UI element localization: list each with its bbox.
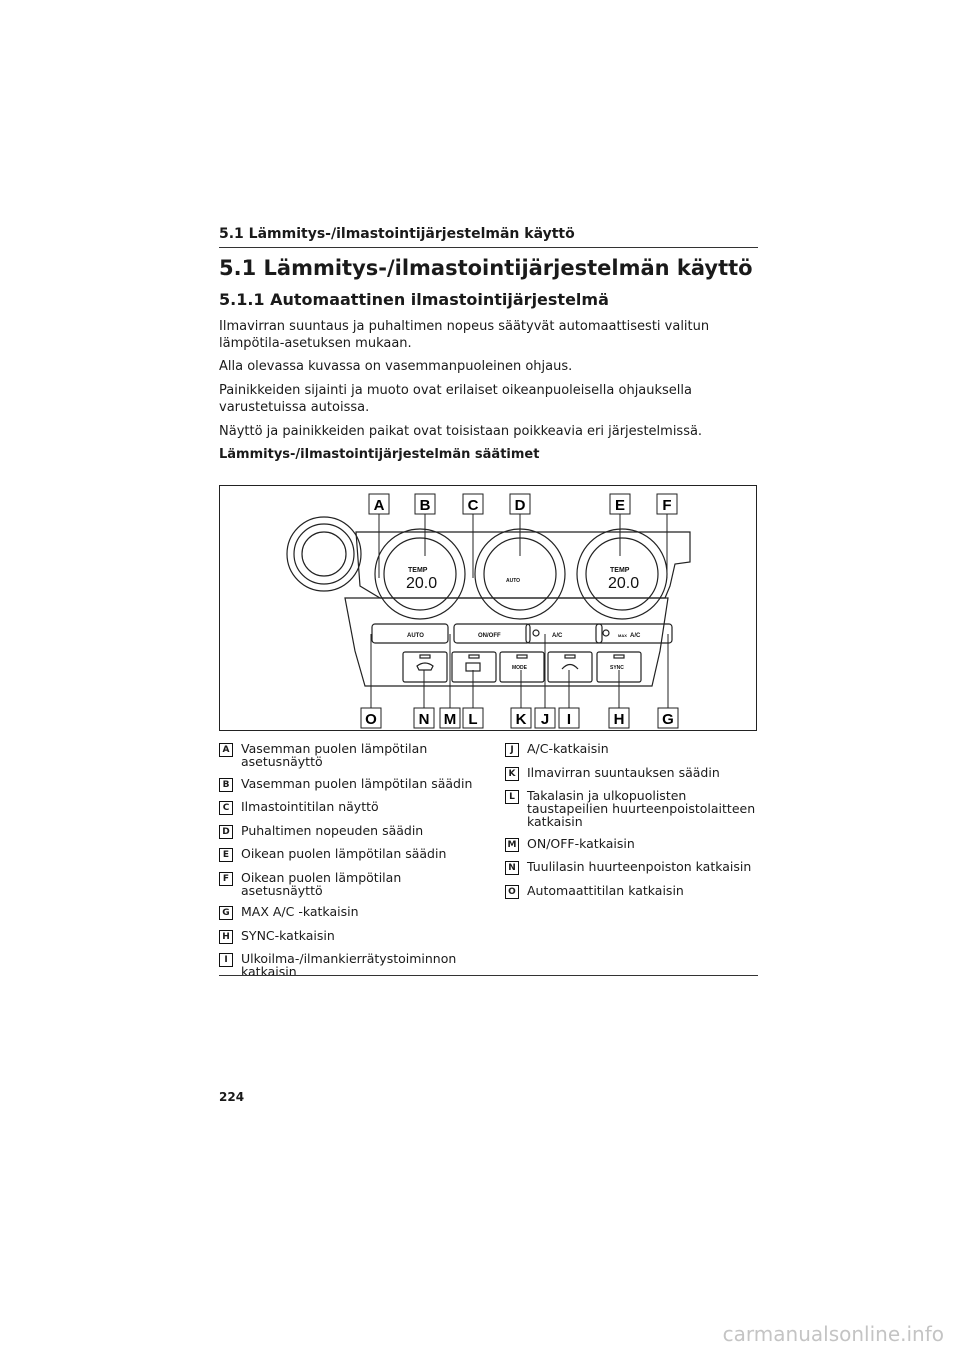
indicator-mode: [517, 655, 527, 658]
mode-button-label: MODE: [512, 665, 527, 671]
legend-item-k: K Ilmavirran suuntauksen säädin: [505, 766, 760, 781]
left-temp-dial: [375, 529, 465, 619]
callout-d: D: [514, 497, 526, 514]
ac-button-label: A/C: [552, 633, 563, 639]
indicator-rear-defrost: [469, 655, 479, 658]
indicator-recirculation: [565, 655, 575, 658]
legend-item-i: I Ulkoilma-/ilmankierrätystoiminnon katkaisin: [219, 952, 479, 978]
front-defrost-button-outline: [403, 652, 447, 682]
callout-a: A: [373, 497, 385, 514]
legend-item-d: D Puhaltimen nopeuden säädin: [219, 824, 479, 839]
max-ac-indicator-led: [603, 630, 609, 636]
callout-h: H: [613, 711, 625, 728]
legend-item-e: E Oikean puolen lämpötilan säädin: [219, 847, 479, 862]
callout-e: E: [614, 497, 626, 514]
paragraph-2: Alla olevassa kuvassa on vasemmanpuoleinen ohjaus.: [219, 359, 573, 374]
callout-k: K: [515, 711, 527, 728]
callout-b: B: [419, 497, 431, 514]
running-header: 5.1 Lämmitys-/ilmastointijärjestelmän käyttö: [219, 226, 758, 248]
callout-f: F: [662, 497, 672, 514]
max-label: MAX: [618, 633, 627, 638]
legend-item-c: C Ilmastointitilan näyttö: [219, 800, 479, 815]
panel-lower-outline: [345, 598, 668, 686]
section-heading: 5.1 Lämmitys-/ilmastointijärjestelmän käyttö: [219, 256, 753, 280]
legend-item-h: H SYNC-katkaisin: [219, 929, 479, 944]
ac-button-outline: [526, 624, 602, 643]
legend-right-column: [505, 742, 760, 907]
indicator-front-defrost: [420, 655, 430, 658]
right-temp-value: 20.0: [608, 575, 640, 592]
callout-o: O: [365, 711, 377, 728]
legend-left-column: [219, 742, 479, 987]
figure-heading: Lämmitys-/ilmastointijärjestelmän säätimet: [219, 447, 540, 462]
left-temp-label: TEMP: [408, 567, 428, 574]
left-temp-value: 20.0: [406, 575, 438, 592]
legend-item-g: G MAX A/C -katkaisin: [219, 905, 479, 920]
legend-item-b: B Vasemman puolen lämpötilan säädin: [219, 777, 479, 792]
legend-item-m: M ON/OFF-katkaisin: [505, 837, 760, 852]
page-number: 224: [219, 1090, 245, 1104]
paragraph-3: Painikkeiden sijainti ja muoto ovat erilaiset oikeanpuoleisella ohjauksella varustetuissa autoissa.: [219, 383, 692, 415]
legend-item-f: F Oikean puolen lämpötilan asetusnäyttö: [219, 871, 479, 897]
left-outer-knob: [287, 517, 361, 591]
bottom-divider: [219, 975, 758, 976]
on-off-button-label: ON/OFF: [478, 633, 501, 639]
legend-item-l: L Takalasin ja ulkopuolisten taustapeilien huurteenpoistolaitteen katkaisin: [505, 789, 760, 828]
right-temp-dial: [577, 529, 667, 619]
max-ac-button-label: A/C: [630, 633, 641, 639]
left-outer-knob-ring: [294, 524, 354, 584]
left-temp-dial-inner: [384, 538, 456, 610]
paragraph-1: Ilmavirran suuntaus ja puhaltimen nopeus säätyvät automaattisesti valitun lämpötila-asetuksen mukaan.: [219, 319, 710, 351]
climate-panel-illustration: [220, 486, 758, 732]
left-outer-knob-center: [302, 532, 346, 576]
sync-button-label: SYNC: [610, 665, 624, 671]
legend-item-a: A Vasemman puolen lämpötilan asetusnäyttö: [219, 742, 479, 768]
callout-c: C: [467, 497, 479, 514]
callout-m: M: [443, 711, 457, 728]
callout-n: N: [418, 711, 430, 728]
legend-item-n: N Tuulilasin huurteenpoiston katkaisin: [505, 860, 760, 875]
recirculation-icon: [562, 665, 578, 670]
ac-indicator-led: [533, 630, 539, 636]
subsection-heading: 5.1.1 Automaattinen ilmastointijärjestelmä: [219, 290, 609, 309]
callout-l: L: [468, 711, 478, 728]
indicator-sync: [614, 655, 624, 658]
right-temp-label: TEMP: [610, 567, 630, 574]
auto-mode-label: AUTO: [506, 578, 521, 584]
right-temp-dial-inner: [586, 538, 658, 610]
legend-item-o: O Automaattitilan katkaisin: [505, 884, 760, 899]
recirculation-button-outline: [548, 652, 592, 682]
watermark: carmanualsonline.info: [722, 1322, 944, 1346]
climate-control-figure: [219, 485, 757, 731]
callout-j: J: [540, 711, 550, 728]
callout-i: I: [566, 711, 572, 728]
auto-button-label: AUTO: [407, 633, 424, 639]
windshield-defrost-icon: [417, 663, 433, 670]
legend-item-j: J A/C-katkaisin: [505, 742, 760, 757]
rear-defrost-button-outline: [452, 652, 496, 682]
rear-window-defrost-icon: [466, 663, 480, 671]
callout-g: G: [662, 711, 674, 728]
paragraph-4: Näyttö ja painikkeiden paikat ovat toisistaan poikkeavia eri järjestelmissä.: [219, 424, 703, 439]
